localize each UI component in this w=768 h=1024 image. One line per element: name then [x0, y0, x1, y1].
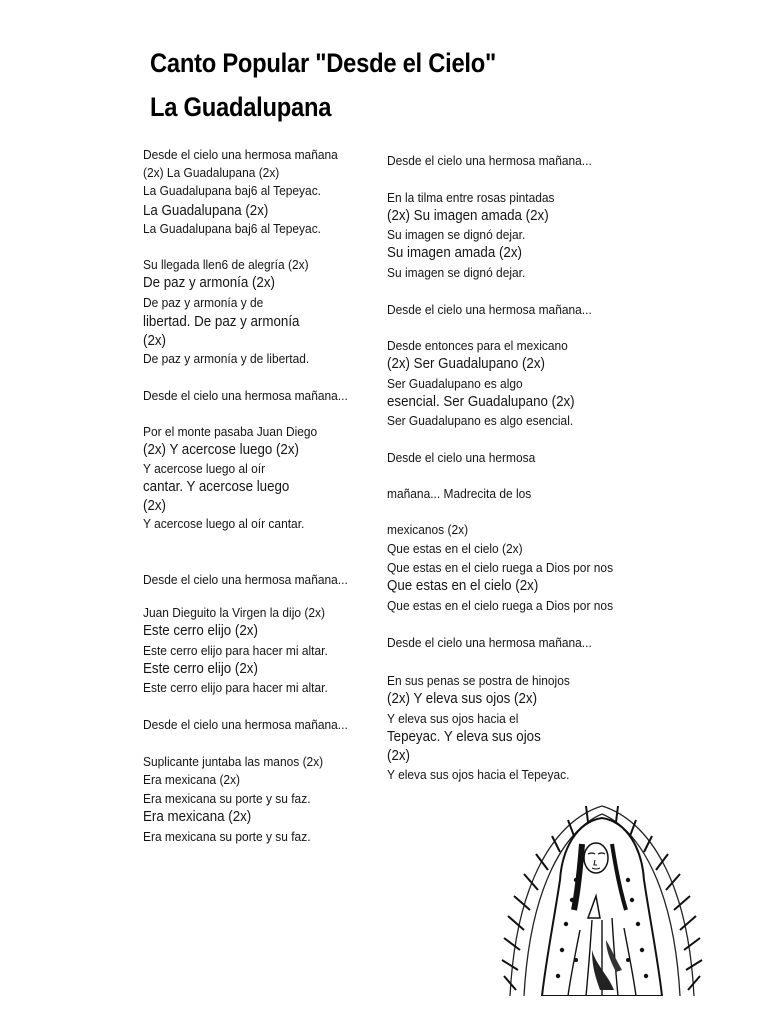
- left-lyric-line: Era mexicana su porte y su faz.: [143, 791, 311, 806]
- right-lyric-line: esencial. Ser Guadalupano (2x): [387, 394, 575, 410]
- left-lyric-line: Por el monte pasaba Juan Diego: [143, 424, 318, 439]
- left-lyric-line: Y acercose luego al oír: [143, 461, 266, 476]
- right-lyric-line: mexicanos (2x): [387, 522, 469, 537]
- left-lyric-line: Su llegada llen6 de alegría (2x): [143, 257, 309, 272]
- right-lyric-line: Desde el cielo una hermosa mañana...: [387, 153, 592, 168]
- right-lyric-line: Que estas en el cielo (2x): [387, 578, 539, 594]
- right-lyric-line: Que estas en el cielo ruega a Dios por nos: [387, 598, 614, 613]
- left-lyric-line: (2x) La Guadalupana (2x): [143, 165, 280, 180]
- left-lyric-line: Juan Dieguito la Virgen la dijo (2x): [143, 605, 325, 620]
- left-lyric-line: Desde el cielo una hermosa mañana...: [143, 572, 348, 587]
- right-lyric-line: Desde entonces para el mexicano: [387, 338, 568, 353]
- right-lyric-line: (2x) Y eleva sus ojos (2x): [387, 691, 538, 707]
- left-lyric-line: Desde el cielo una hermosa mañana: [143, 147, 338, 162]
- left-lyric-line: De paz y armonía y de: [143, 295, 264, 310]
- left-lyric-line: libertad. De paz y armonía: [143, 314, 300, 330]
- left-lyric-line: Era mexicana su porte y su faz.: [143, 829, 311, 844]
- left-lyric-line: Este cerro elijo (2x): [143, 661, 258, 677]
- left-lyric-line: Este cerro elijo para hacer mi altar.: [143, 643, 328, 658]
- left-lyric-line: Este cerro elijo (2x): [143, 623, 258, 639]
- right-lyric-line: Que estas en el cielo ruega a Dios por nos: [387, 560, 614, 575]
- right-lyric-line: Y eleva sus ojos hacia el: [387, 711, 519, 726]
- left-lyric-line: La Guadalupana baj6 al Tepeyac.: [143, 221, 322, 236]
- right-lyric-line: (2x): [387, 748, 410, 764]
- right-lyric-line: Tepeyac. Y eleva sus ojos: [387, 729, 541, 745]
- virgin-of-guadalupe-illustration: [496, 800, 708, 996]
- right-lyric-line: Desde el cielo una hermosa mañana...: [387, 635, 592, 650]
- left-lyric-line: Era mexicana (2x): [143, 772, 241, 787]
- song-title: Canto Popular "Desde el Cielo": [150, 48, 497, 78]
- right-lyric-line: (2x) Su imagen amada (2x): [387, 208, 549, 224]
- right-lyric-line: Su imagen amada (2x): [387, 245, 522, 261]
- left-lyric-line: (2x) Y acercose luego (2x): [143, 442, 299, 458]
- right-lyric-line: Su imagen se dignó dejar.: [387, 227, 526, 242]
- left-lyric-line: Era mexicana (2x): [143, 809, 252, 825]
- left-lyric-line: De paz y armonía y de libertad.: [143, 351, 310, 366]
- left-lyric-line: Desde el cielo una hermosa mañana...: [143, 388, 348, 403]
- right-lyric-line: (2x) Ser Guadalupano (2x): [387, 356, 545, 372]
- right-lyric-line: Desde el cielo una hermosa mañana...: [387, 302, 592, 317]
- left-lyric-line: La Guadalupana (2x): [143, 203, 269, 219]
- left-lyric-line: Y acercose luego al oír cantar.: [143, 516, 305, 531]
- right-lyric-line: Ser Guadalupano es algo esencial.: [387, 413, 574, 428]
- left-lyric-line: cantar. Y acercose luego: [143, 479, 290, 495]
- right-lyric-line: En sus penas se postra de hinojos: [387, 673, 570, 688]
- right-lyric-line: Ser Guadalupano es algo: [387, 376, 523, 391]
- right-lyric-line: mañana... Madrecita de los: [387, 486, 532, 501]
- left-lyric-line: (2x): [143, 498, 166, 514]
- left-lyric-line: (2x): [143, 333, 166, 349]
- right-lyric-line: Que estas en el cielo (2x): [387, 541, 523, 556]
- left-lyric-line: La Guadalupana baj6 al Tepeyac.: [143, 183, 322, 198]
- left-lyric-line: Desde el cielo una hermosa mañana...: [143, 717, 348, 732]
- right-lyric-line: Y eleva sus ojos hacia el Tepeyac.: [387, 767, 570, 782]
- right-lyric-line: Desde el cielo una hermosa: [387, 450, 536, 465]
- left-lyric-line: De paz y armonía (2x): [143, 275, 275, 291]
- left-lyric-line: Este cerro elijo para hacer mi altar.: [143, 680, 328, 695]
- left-lyric-line: Suplicante juntaba las manos (2x): [143, 754, 324, 769]
- right-lyric-line: En la tilma entre rosas pintadas: [387, 190, 555, 205]
- song-subtitle: La Guadalupana: [150, 92, 332, 122]
- right-lyric-line: Su imagen se dignó dejar.: [387, 265, 526, 280]
